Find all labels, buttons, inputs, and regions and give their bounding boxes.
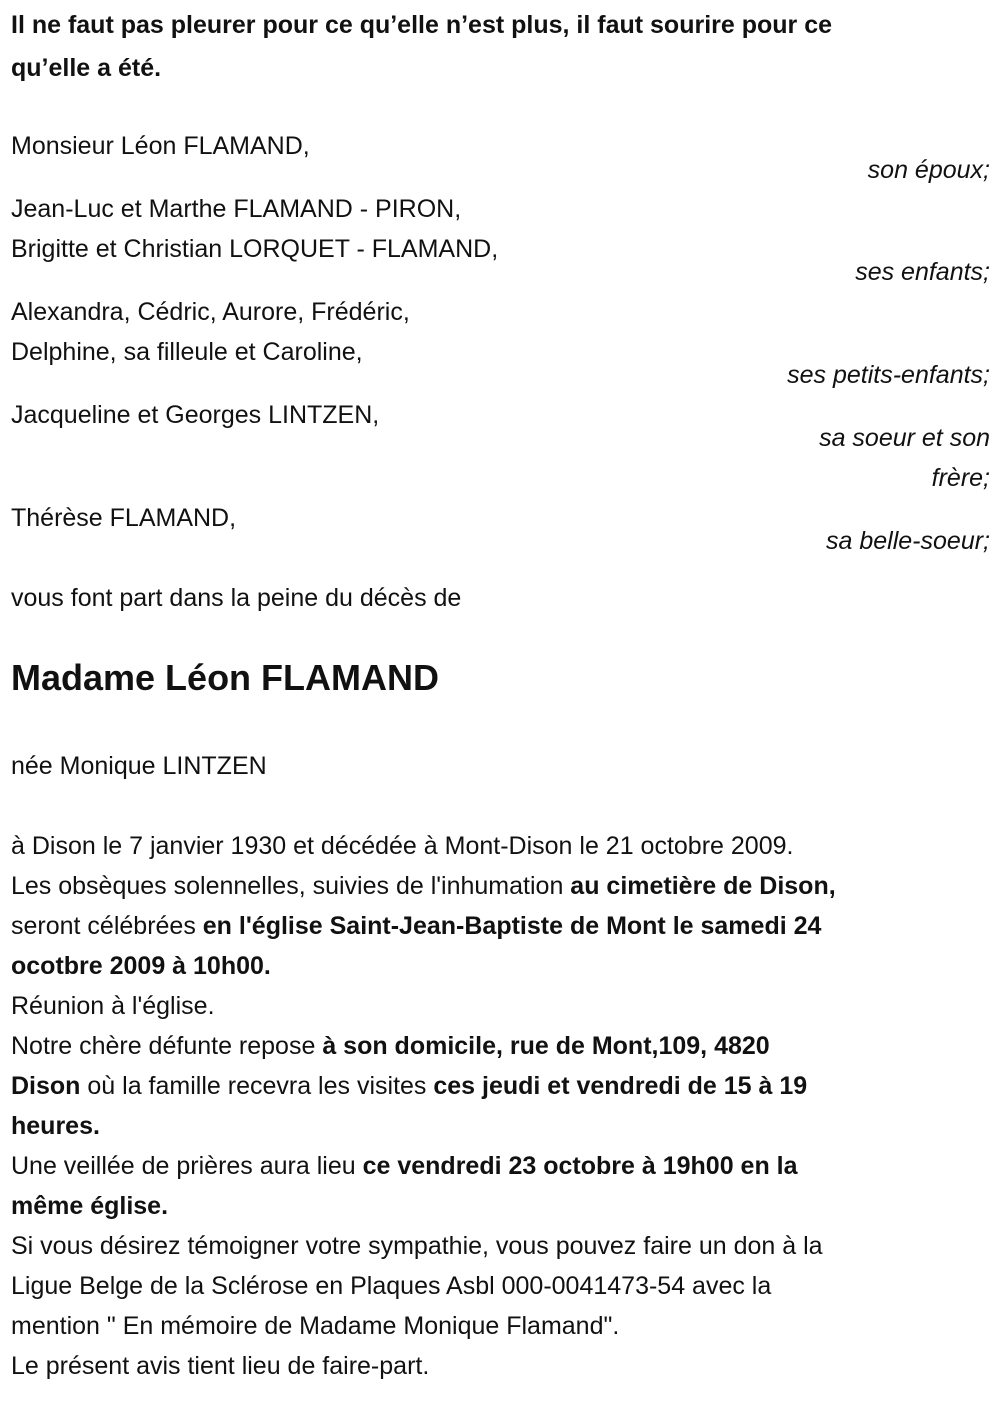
bold-text: ce vendredi 23 octobre à 19h00 en la xyxy=(362,1152,798,1180)
announcement: vous font part dans la peine du décès de xyxy=(11,584,462,612)
bold-text: ces jeudi et vendredi de 15 à 19 xyxy=(433,1072,808,1100)
bold-text: Dison xyxy=(11,1072,81,1100)
bold-text: en l'église Saint-Jean-Baptiste de Mont le samedi 24 xyxy=(202,912,822,940)
body-line xyxy=(11,1266,771,1306)
maiden-name: née Monique LINTZEN xyxy=(11,752,267,780)
body-line xyxy=(11,1146,798,1186)
body-line xyxy=(11,1066,807,1106)
text: Ligue Belge de la Sclérose en Plaques Asbl 000-0041473-54 avec la xyxy=(11,1272,772,1300)
bold-text: au cimetière de Dison, xyxy=(570,872,836,900)
body-line xyxy=(11,906,821,946)
bold-text: à son domicile, rue de Mont,109, 4820 xyxy=(322,1032,770,1060)
body-line xyxy=(11,986,215,1026)
text: seront célébrées xyxy=(11,912,203,940)
body-line xyxy=(11,1226,823,1266)
family-relation: son époux; xyxy=(867,156,990,184)
text: à Dison le 7 janvier 1930 et décédée à Mont-Dison le 21 octobre 2009. xyxy=(11,832,794,860)
deceased-name: Madame Léon FLAMAND xyxy=(11,657,440,698)
text: Réunion à l'église. xyxy=(11,992,215,1020)
family-name: Thérèse FLAMAND, xyxy=(11,504,237,532)
body-line xyxy=(11,1186,168,1226)
bold-text: ocotbre 2009 à 10h00. xyxy=(11,952,271,980)
family-name: Delphine, sa filleule et Caroline, xyxy=(11,338,363,366)
text: Une veillée de prières aura lieu xyxy=(11,1152,363,1180)
family-relation: ses petits-enfants; xyxy=(787,361,990,389)
family-name: Brigitte et Christian LORQUET - FLAMAND, xyxy=(11,235,499,263)
body-line xyxy=(11,826,793,866)
family-name: Jean-Luc et Marthe FLAMAND - PIRON, xyxy=(11,195,462,223)
bold-text: même église. xyxy=(11,1192,169,1220)
text: Notre chère défunte repose xyxy=(11,1032,323,1060)
family-relation: ses enfants; xyxy=(855,258,990,286)
family-relation: sa belle-soeur; xyxy=(826,527,990,555)
text: Les obsèques solennelles, suivies de l'inhumation xyxy=(11,872,571,900)
body-line xyxy=(11,1026,770,1066)
text: où la famille recevra les visites xyxy=(80,1072,434,1100)
epigraph-line: Il ne faut pas pleurer pour ce qu’elle n’est plus, il faut sourire pour ce xyxy=(11,11,833,39)
epigraph-line: qu’elle a été. xyxy=(11,54,162,82)
text: Si vous désirez témoigner votre sympathie, vous pouvez faire un don à la xyxy=(11,1232,823,1260)
bold-text: heures. xyxy=(11,1112,100,1140)
body-line xyxy=(11,866,836,906)
body-line xyxy=(11,1346,429,1386)
text: Le présent avis tient lieu de faire-part. xyxy=(11,1352,430,1380)
family-relation: sa soeur et son xyxy=(819,424,990,452)
family-name: Monsieur Léon FLAMAND, xyxy=(11,132,310,160)
family-name: Jacqueline et Georges LINTZEN, xyxy=(11,401,380,429)
body-line xyxy=(11,1306,619,1346)
body-line xyxy=(11,1106,100,1146)
family-relation: frère; xyxy=(931,464,990,492)
family-name: Alexandra, Cédric, Aurore, Frédéric, xyxy=(11,298,410,326)
body-line xyxy=(11,946,271,986)
text: mention " En mémoire de Madame Monique Flamand". xyxy=(11,1312,620,1340)
